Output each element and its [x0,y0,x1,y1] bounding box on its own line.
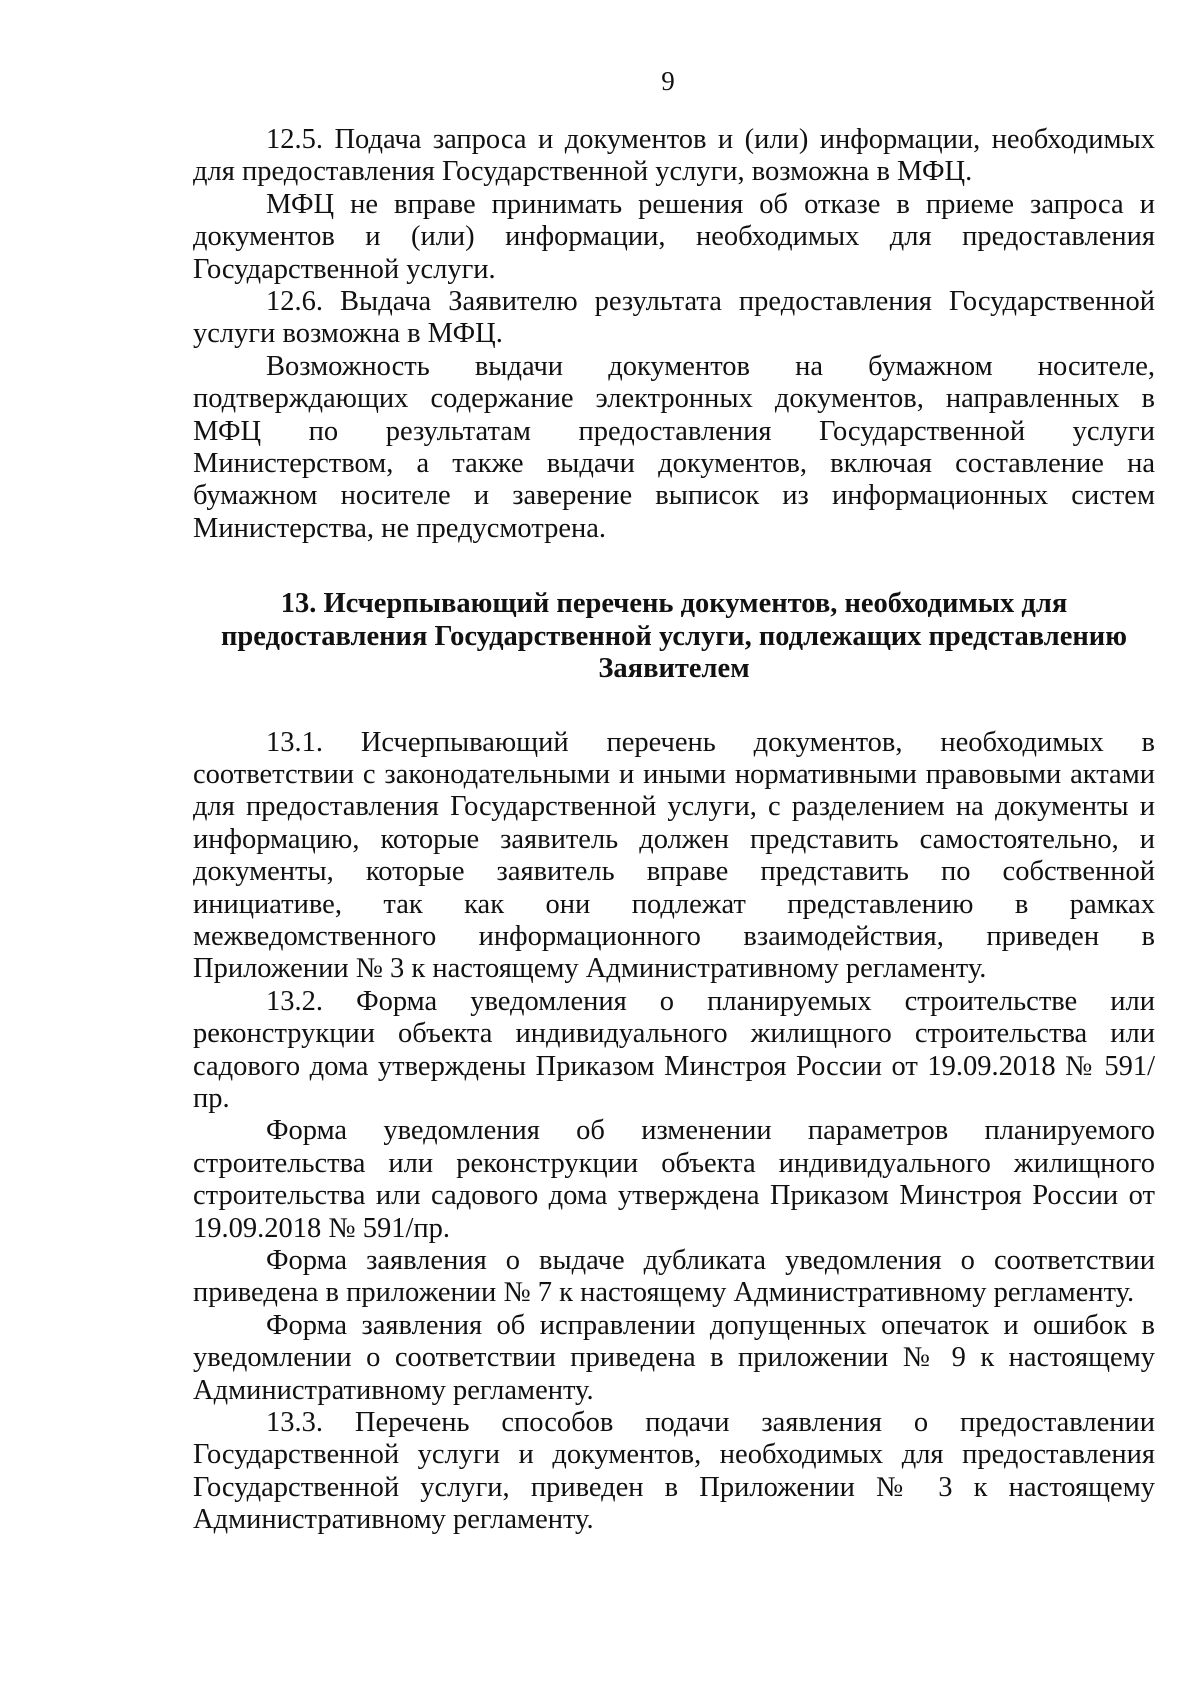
heading-line: Заявителем [598,653,750,685]
document-body [193,124,1155,1537]
section-13-heading [193,588,1155,685]
paragraph-13-2: 13.2. Форма уведомления о планируемых строительстве или реконструкции объекта индивидуального жилищного строительства или садового дома утверждены Приказом Минстроя России от 19.09.2018 № 591/пр. [193,985,1155,1114]
paragraph-form-change-notice: Форма уведомления об изменении параметров планируемого строительства или реконструкции объекта индивидуального жилищного строительства или садового дома утверждена Приказом Минстроя России от 19.09.2018 № 591/пр. [193,1115,1155,1244]
page-number: 9 [661,66,675,96]
heading-line: предоставления Государственной услуги, подлежащих представлению [221,620,1127,652]
paragraph-13-3: 13.3. Перечень способов подачи заявления о предоставлении Государственной услуги и документов, необходимых для предоставления Государственной услуги, приведен в Приложении № 3 к настоящему Административному регламенту. [193,1407,1155,1536]
paragraph-13-1: 13.1. Исчерпывающий перечень документов, необходимых в соответствии с законодательными и иными нормативными правовыми актами для предоставления Государственной услуги, с разделением на документы и информацию, которые заявитель должен представить самостоятельно, и документы, которые заявитель вправе представить по собственной инициативе, так как они подлежат представлению в рамках межведомственного информационного взаимодействия, приведен в Приложении № 3 к настоящему Административному регламенту. [193,726,1155,985]
paragraph-12-5: 12.5. Подача запроса и документов и (или) информации, необходимых для предоставления Государственной услуги, возможна в МФЦ. [193,124,1155,188]
paragraph-paper-documents: Возможность выдачи документов на бумажном носителе, подтверждающих содержание электронных документов, направленных в МФЦ по результатам предоставления Государственной услуги Министерством, а также выдачи документов, включая составление на бумажном носителе и заверение выписок из информационных систем Министерства, не предусмотрена. [193,350,1155,544]
paragraph-form-duplicate: Форма заявления о выдаче дубликата уведомления о соответствии приведена в приложении № 7 к настоящему Административному регламенту. [193,1245,1155,1309]
paragraph-form-corrections: Форма заявления об исправлении допущенных опечаток и ошибок в уведомлении о соответствии приведена в приложении № 9 к настоящему Административному регламенту. [193,1309,1155,1406]
paragraph-12-6: 12.6. Выдача Заявителю результата предоставления Государственной услуги возможна в МФЦ. [193,286,1155,350]
paragraph-mfc-refusal: МФЦ не вправе принимать решения об отказе в приеме запроса и документов и (или) информации, необходимых для предоставления Государственной услуги. [193,188,1155,285]
heading-line: 13. Исчерпывающий перечень документов, необходимых для [280,588,1068,620]
